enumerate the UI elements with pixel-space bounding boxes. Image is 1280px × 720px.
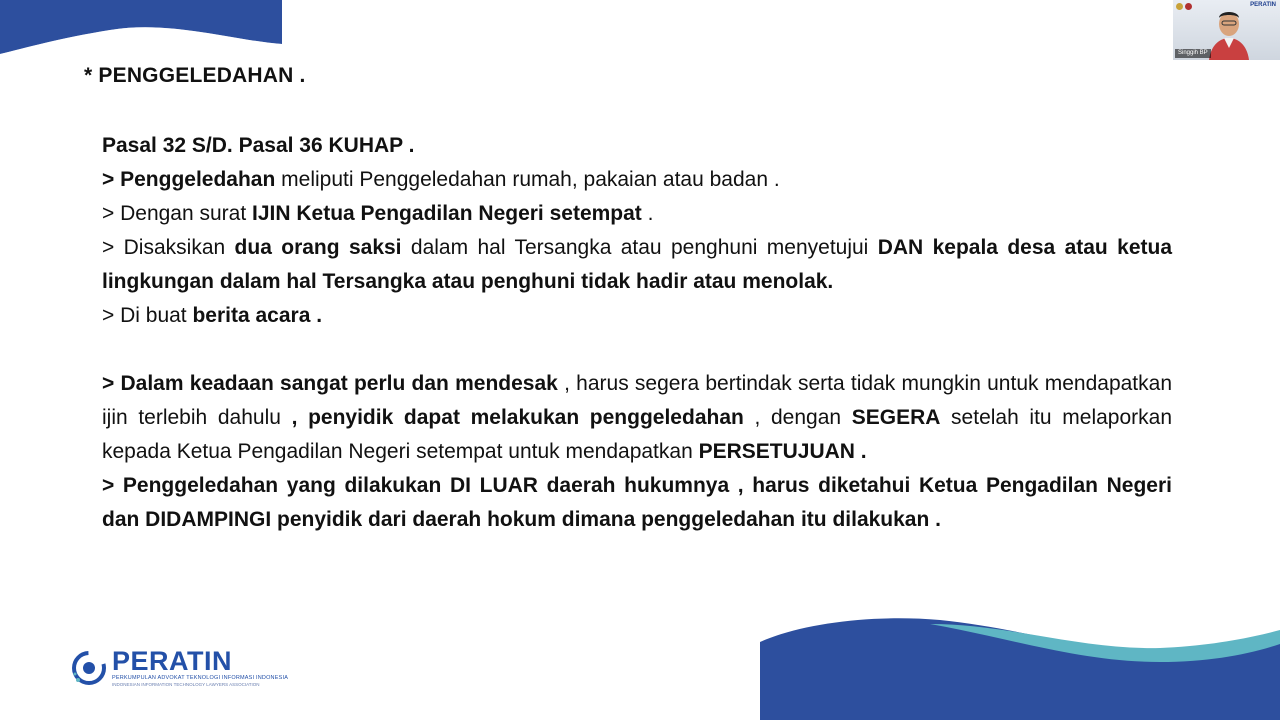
pasal-reference: Pasal 32 S/D. Pasal 36 KUHAP . bbox=[102, 134, 415, 157]
brand-tagline-en: INDONESIAN INFORMATION TECHNOLOGY LAWYERS ASSOCIATION bbox=[112, 682, 260, 687]
spacer bbox=[102, 333, 1172, 367]
bullet-witnesses: > Disaksikan dua orang saksi dalam hal Tersangka atau penghuni menyetujui DAN kepala desa atau ketua lingkungan dalam hal Tersangka atau penghuni tidak hadir atau menolak. bbox=[102, 236, 1172, 293]
emblem-icon bbox=[1185, 3, 1192, 10]
bullet-scope: > Penggeledahan meliputi Penggeledahan rumah, pakaian atau badan . bbox=[102, 168, 780, 191]
bullet-permit: > Dengan surat IJIN Ketua Pengadilan Negeri setempat . bbox=[102, 202, 654, 225]
slide-content bbox=[102, 129, 1172, 537]
bullet-outside-jurisdiction: > Penggeledahan yang dilakukan DI LUAR daerah hukumnya , harus diketahui Ketua Pengadilan Negeri dan DIDAMPINGI penyidik dari daerah hokum dimana penggeledahan itu dilakukan . bbox=[102, 474, 1172, 531]
participant-name: Singgih BP bbox=[1175, 49, 1211, 58]
emblem-icon bbox=[1176, 3, 1183, 10]
video-overlay-logo: PERATIN bbox=[1250, 2, 1276, 8]
brand-text bbox=[112, 648, 288, 688]
brand-tagline: PERKUMPULAN ADVOKAT TEKNOLOGI INFORMASI INDONESIA bbox=[112, 675, 289, 681]
peratin-emblem-icon bbox=[72, 650, 106, 686]
video-badges bbox=[1176, 3, 1192, 10]
slide-heading: * PENGGELEDAHAN . bbox=[84, 64, 306, 87]
bullet-urgent: > Dalam keadaan sangat perlu dan mendesak , harus segera bertindak serta tidak mungkin untuk mendapatkan ijin terlebih dahulu , penyidik dapat melakukan penggeledahan , dengan SEGERA setelah itu melaporkan kepada Ketua Pengadilan Negeri setempat untuk mendapatkan PERSETUJUAN . bbox=[102, 372, 1172, 463]
bottom-right-wave-decoration bbox=[760, 610, 1280, 720]
participant-video-tile[interactable] bbox=[1173, 0, 1280, 60]
top-left-wave-decoration bbox=[0, 0, 290, 60]
brand-name: PERATIN bbox=[112, 646, 233, 676]
peratin-logo bbox=[72, 648, 288, 688]
participant-avatar bbox=[1207, 6, 1251, 60]
bullet-report: > Di buat berita acara . bbox=[102, 304, 323, 327]
